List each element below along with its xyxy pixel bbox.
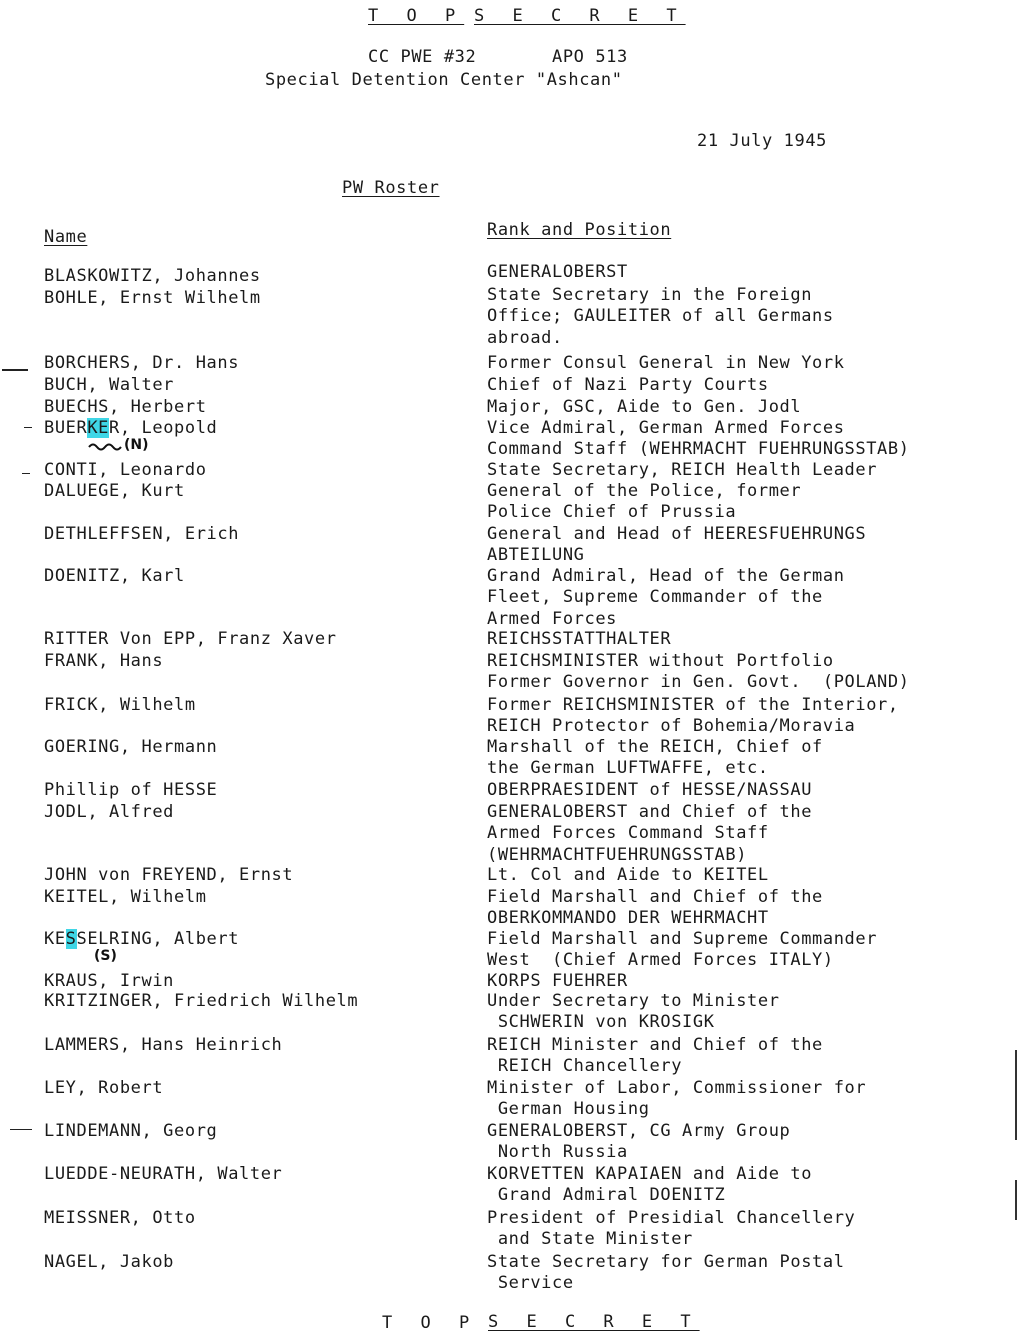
roster-rank-line: State Secretary, REICH Health Leader [487, 460, 878, 480]
roster-title: PW Roster [342, 178, 440, 198]
roster-name: JODL, Alfred [44, 802, 175, 822]
margin-mark [22, 473, 30, 474]
roster-rank-line: KORVETTEN KAPAIAEN and Aide to [487, 1164, 813, 1184]
roster-rank-line: Former REICHSMINISTER of the Interior, [487, 695, 899, 715]
roster-rank-line: Former Governor in Gen. Govt. (POLAND) [487, 672, 910, 693]
roster-rank-line: REICH Protector of Bohemia/Moravia [487, 716, 856, 737]
roster-name [44, 418, 217, 438]
unit-designation: CC PWE #32 [368, 47, 477, 67]
roster-rank-line: Former Consul General in New York [487, 353, 845, 373]
roster-name: DOENITZ, Karl [44, 566, 185, 586]
roster-rank-line: (WEHRMACHTFUEHRUNGSSTAB) [487, 844, 748, 865]
roster-rank-line: Service [487, 1273, 574, 1294]
classification-bottom-left: T O P [382, 1313, 479, 1333]
roster-rank-line: President of Presidial Chancellery [487, 1208, 856, 1228]
handwritten-annotation: (S) [94, 948, 117, 964]
name-part: BUER [44, 418, 88, 438]
roster-rank-line: State Secretary for German Postal [487, 1252, 845, 1272]
margin-mark [24, 427, 32, 428]
roster-rank-line: Fleet, Supreme Commander of the [487, 587, 823, 608]
roster-rank-line: REICHSMINISTER without Portfolio [487, 651, 834, 671]
roster-name: BLASKOWITZ, Johannes [44, 266, 261, 286]
highlighted-letters: KE [87, 418, 110, 438]
roster-name: CONTI, Leonardo [44, 460, 207, 480]
column-header-rank: Rank and Position [487, 220, 672, 240]
roster-rank-line: OBERPRAESIDENT of HESSE/NASSAU [487, 780, 813, 800]
roster-name: KEITEL, Wilhelm [44, 887, 207, 907]
roster-rank-line: the German LUFTWAFFE, etc. [487, 758, 769, 779]
column-header-name: Name [44, 227, 88, 247]
roster-rank-line: and State Minister [487, 1229, 693, 1250]
roster-rank-line: North Russia [487, 1142, 628, 1163]
roster-name: LAMMERS, Hans Heinrich [44, 1035, 283, 1055]
roster-name: DETHLEFFSEN, Erich [44, 524, 240, 544]
roster-name: BOHLE, Ernst Wilhelm [44, 288, 261, 308]
roster-rank-line: Command Staff (WEHRMACHT FUEHRUNGSSTAB) [487, 439, 910, 460]
classification-top-right: S E C R E T [474, 6, 686, 26]
roster-name: FRANK, Hans [44, 651, 164, 671]
roster-name: KRITZINGER, Friedrich Wilhelm [44, 991, 359, 1011]
name-part: R, Leopold [109, 418, 218, 438]
roster-name: NAGEL, Jakob [44, 1252, 175, 1272]
roster-name: BORCHERS, Dr. Hans [44, 353, 240, 373]
roster-name: LEY, Robert [44, 1078, 164, 1098]
name-part: KE [44, 929, 66, 949]
roster-rank-line: Vice Admiral, German Armed Forces [487, 418, 845, 438]
binding-edge [1015, 1180, 1017, 1220]
roster-rank-line: REICH Minister and Chief of the [487, 1035, 823, 1055]
name-part: SELRING, Albert [76, 929, 240, 949]
roster-name [44, 929, 239, 949]
roster-rank-line: REICHSSTATTHALTER [487, 629, 672, 649]
roster-rank-line: Grand Admiral DOENITZ [487, 1185, 726, 1206]
roster-rank-line: Office; GAULEITER of all Germans [487, 306, 834, 327]
roster-name: LINDEMANN, Georg [44, 1121, 218, 1141]
roster-rank-line: Minister of Labor, Commissioner for [487, 1078, 867, 1098]
roster-rank-line: GENERALOBERST and Chief of the [487, 802, 813, 822]
roster-rank-line: German Housing [487, 1099, 650, 1120]
binding-edge [1015, 1050, 1017, 1140]
classification-bottom-right: S E C R E T [488, 1312, 700, 1332]
roster-rank-line: Lt. Col and Aide to KEITEL [487, 865, 769, 885]
roster-rank-line: State Secretary in the Foreign [487, 285, 813, 305]
detention-center: Special Detention Center "Ashcan" [265, 70, 623, 90]
roster-rank-line: GENERALOBERST, CG Army Group [487, 1121, 791, 1141]
roster-rank-line: SCHWERIN von KROSIGK [487, 1012, 715, 1033]
highlighted-letters: S [65, 929, 77, 949]
roster-name: KRAUS, Irwin [44, 971, 175, 991]
roster-rank-line: Armed Forces Command Staff [487, 823, 769, 844]
roster-rank-line: OBERKOMMANDO DER WEHRMACHT [487, 908, 769, 929]
roster-rank-line: Under Secretary to Minister [487, 991, 780, 1011]
margin-mark [2, 369, 28, 371]
squiggle-underline-mark [88, 441, 124, 451]
roster-rank-line: Marshall of the REICH, Chief of [487, 737, 823, 757]
roster-name: MEISSNER, Otto [44, 1208, 196, 1228]
roster-rank-line: Field Marshall and Supreme Commander [487, 929, 878, 949]
roster-rank-line: General of the Police, former [487, 481, 802, 501]
roster-rank-line: Field Marshall and Chief of the [487, 887, 823, 907]
roster-rank-line: Grand Admiral, Head of the German [487, 566, 845, 586]
handwritten-annotation: (N) [124, 437, 149, 453]
roster-rank-line: KORPS FUEHRER [487, 971, 628, 991]
roster-rank-line: Major, GSC, Aide to Gen. Jodl [487, 397, 802, 417]
roster-rank-line: West (Chief Armed Forces ITALY) [487, 950, 834, 971]
margin-mark [10, 1129, 32, 1130]
roster-rank-line: GENERALOBERST [487, 262, 628, 282]
apo-number: APO 513 [552, 47, 628, 67]
roster-rank-line: Armed Forces [487, 608, 618, 629]
roster-rank-line: ABTEILUNG [487, 545, 585, 566]
roster-rank-line: REICH Chancellery [487, 1056, 683, 1077]
roster-rank-line: Chief of Nazi Party Courts [487, 375, 769, 395]
roster-name: Phillip of HESSE [44, 780, 218, 800]
roster-name: BUCH, Walter [44, 375, 175, 395]
roster-rank-line: Police Chief of Prussia [487, 502, 737, 523]
roster-name: GOERING, Hermann [44, 737, 218, 757]
document-date: 21 July 1945 [697, 131, 828, 151]
roster-rank-line: General and Head of HEERESFUEHRUNGS [487, 524, 867, 544]
roster-name: LUEDDE-NEURATH, Walter [44, 1164, 283, 1184]
roster-rank-line: abroad. [487, 327, 563, 348]
roster-name: RITTER Von EPP, Franz Xaver [44, 629, 337, 649]
roster-name: JOHN von FREYEND, Ernst [44, 865, 294, 885]
roster-name: FRICK, Wilhelm [44, 695, 196, 715]
classification-top-left: T O P [368, 6, 465, 26]
roster-name: BUECHS, Herbert [44, 397, 207, 417]
roster-name: DALUEGE, Kurt [44, 481, 185, 501]
